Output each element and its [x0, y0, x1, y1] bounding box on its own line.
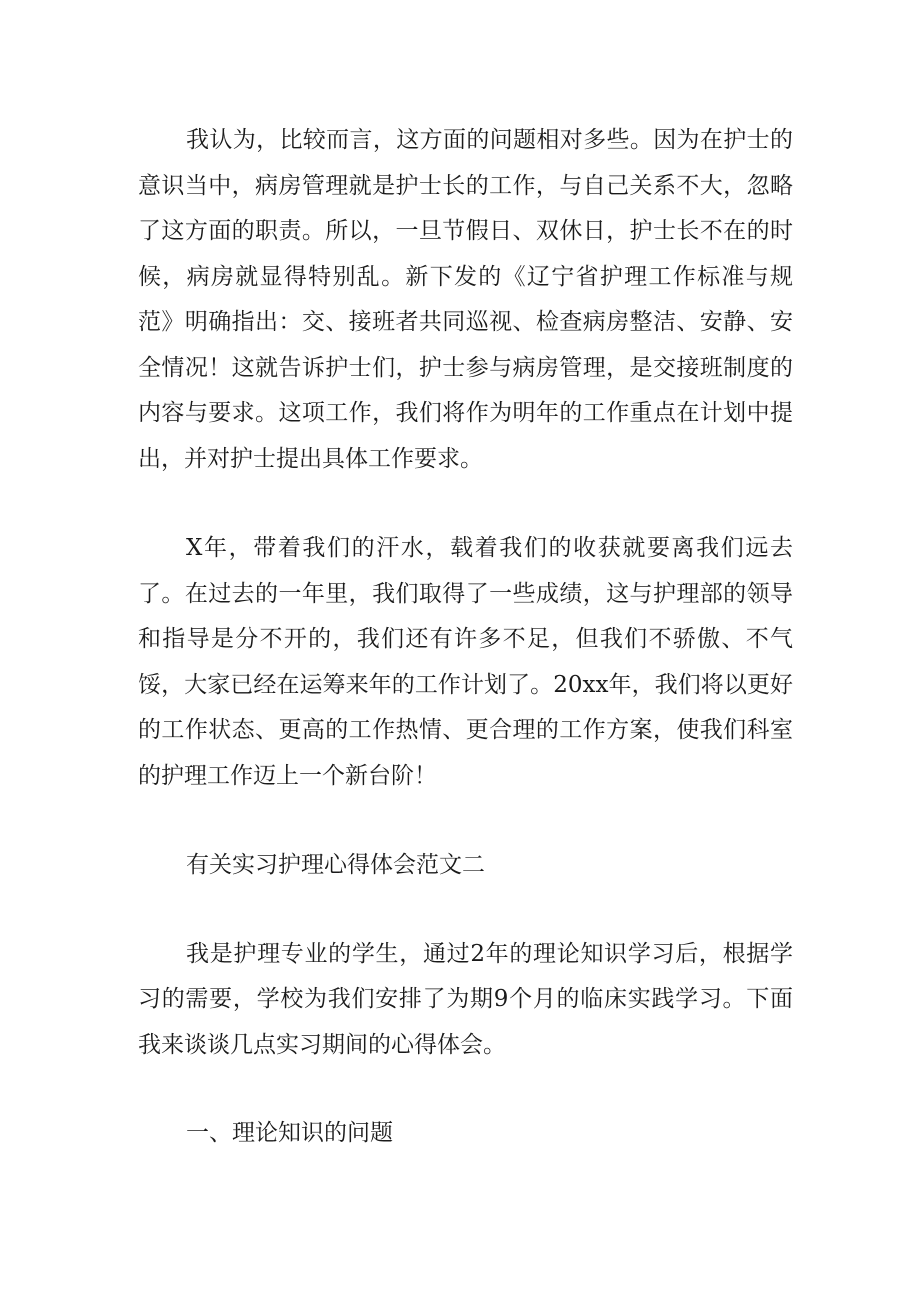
paragraph-year-summary: X年，带着我们的汗水，载着我们的收获就要离我们远去了。在过去的一年里，我们取得了一些成绩，这与护理部的领导和指导是分不开的，我们还有许多不足，但我们不骄傲、不气馁，大家已经在运筹来年的工作计划了。20xx年，我们将以更好的工作状态、更高的工作热情、更合理的工作方案，使我们科室的护理工作迈上一个新台阶！	[138, 535, 793, 789]
document-body	[138, 118, 793, 1157]
heading-theory-knowledge: 一、理论知识的问题	[186, 1120, 393, 1146]
paragraph-intro: 我是护理专业的学生，通过2年的理论知识学习后，根据学习的需要，学校为我们安排了为期9个月的临床实践学习。下面我来谈谈几点实习期间的心得体会。	[138, 940, 793, 1058]
paragraph-ward-management: 我认为，比较而言，这方面的问题相对多些。因为在护士的意识当中，病房管理就是护士长的工作，与自己关系不大，忽略了这方面的职责。所以，一旦节假日、双休日，护士长不在的时候，病房就显得特别乱。新下发的《辽宁省护理工作标准与规范》明确指出：交、接班者共同巡视、检查病房整洁、安静、安全情况！这就告诉护士们，护士参与病房管理，是交接班制度的内容与要求。这项工作，我们将作为明年的工作重点在计划中提出，并对护士提出具体工作要求。	[138, 127, 793, 472]
section-title-essay-two: 有关实习护理心得体会范文二	[186, 852, 485, 878]
